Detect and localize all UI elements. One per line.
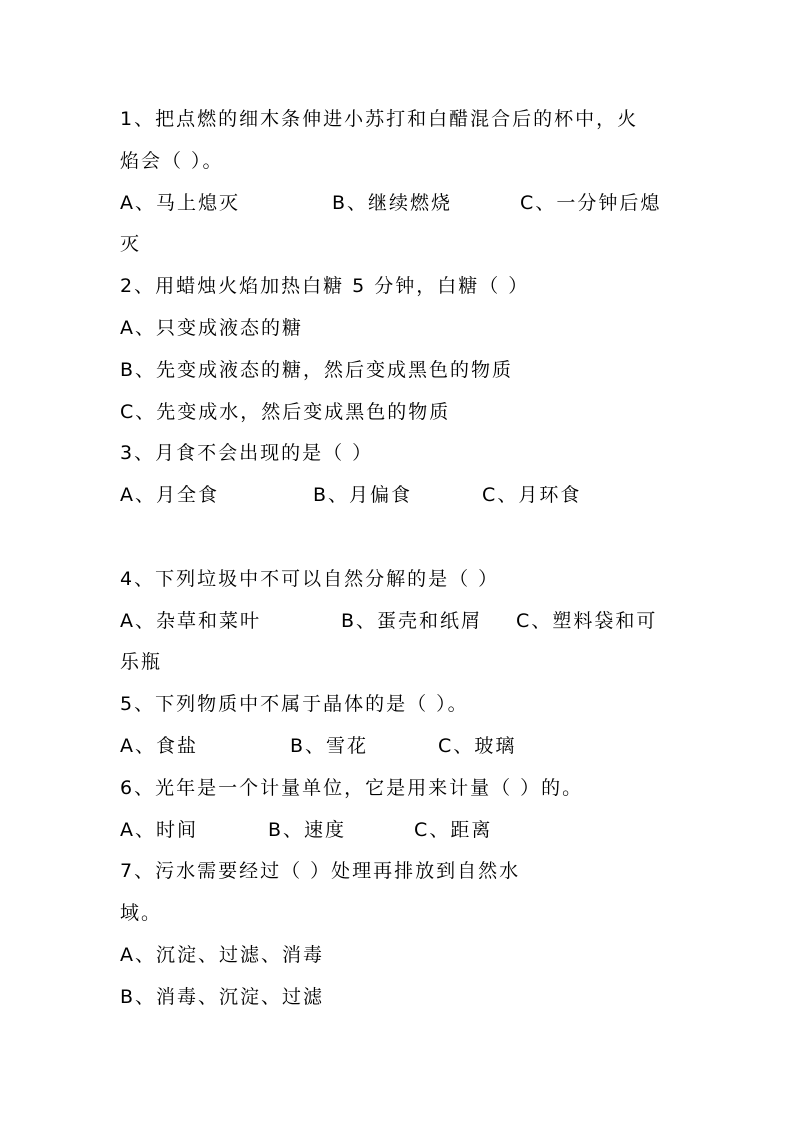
question-6-option-b: B、速度 — [268, 818, 347, 841]
question-1-option-c-wrap: 灭 — [120, 233, 142, 256]
question-5-option-a: A、食盐 — [120, 734, 198, 757]
question-1-option-c: C、一分钟后熄 — [520, 191, 662, 214]
question-5-stem: 5、下列物质中不属于晶体的是（ ）。 — [120, 693, 469, 716]
question-5-option-c: C、玻璃 — [438, 734, 517, 757]
spacer — [120, 517, 680, 559]
question-7-option-b: B、消毒、沉淀、过滤 — [120, 985, 325, 1008]
question-6-option-a: A、时间 — [120, 818, 198, 841]
question-3-option-b: B、月偏食 — [313, 484, 413, 507]
question-4-option-c-wrap: 乐瓶 — [120, 651, 163, 674]
question-4-option-c: C、塑料袋和可 — [516, 609, 658, 632]
question-1-stem-line-2: 焰会（ ）。 — [120, 149, 224, 172]
question-3-stem: 3、月食不会出现的是（ ） — [120, 442, 374, 465]
question-3-option-a: A、月全食 — [120, 484, 219, 507]
question-4-option-a: A、杂草和菜叶 — [120, 609, 261, 632]
question-7-stem-line-2: 域。 — [120, 902, 163, 925]
question-1-options — [120, 183, 680, 225]
question-3-options — [120, 475, 680, 517]
question-4-option-b: B、蛋壳和纸屑 — [341, 609, 483, 632]
question-1-stem-line-1: 1、把点燃的细木条伸进小苏打和白醋混合后的杯中，火 — [120, 108, 639, 130]
question-7-stem-line-1: 7、污水需要经过（ ）处理再排放到自然水 — [120, 860, 521, 883]
question-2-stem: 2、用蜡烛火焰加热白糖 5 分钟，白糖（ ） — [120, 275, 530, 298]
question-2-option-b: B、先变成液态的糖，然后变成黑色的物质 — [120, 358, 514, 381]
question-6-option-c: C、距离 — [414, 818, 493, 841]
question-7-option-a: A、沉淀、过滤、消毒 — [120, 943, 324, 966]
question-4-stem: 4、下列垃圾中不可以自然分解的是（ ） — [120, 567, 500, 590]
question-4-options — [120, 601, 680, 643]
question-2-option-c: C、先变成水，然后变成黑色的物质 — [120, 400, 451, 423]
question-2-option-a: A、只变成液态的糖 — [120, 316, 303, 339]
question-6-stem: 6、光年是一个计量单位，它是用来计量（ ）的。 — [120, 776, 584, 799]
question-6-options — [120, 810, 680, 852]
question-3-option-c: C、月环食 — [482, 484, 582, 507]
question-1-option-a: A、马上熄灭 — [120, 191, 240, 214]
exam-page — [120, 99, 680, 1019]
question-1-option-b: B、继续燃烧 — [332, 191, 453, 214]
question-5-options — [120, 726, 680, 768]
question-5-option-b: B、雪花 — [290, 734, 369, 757]
